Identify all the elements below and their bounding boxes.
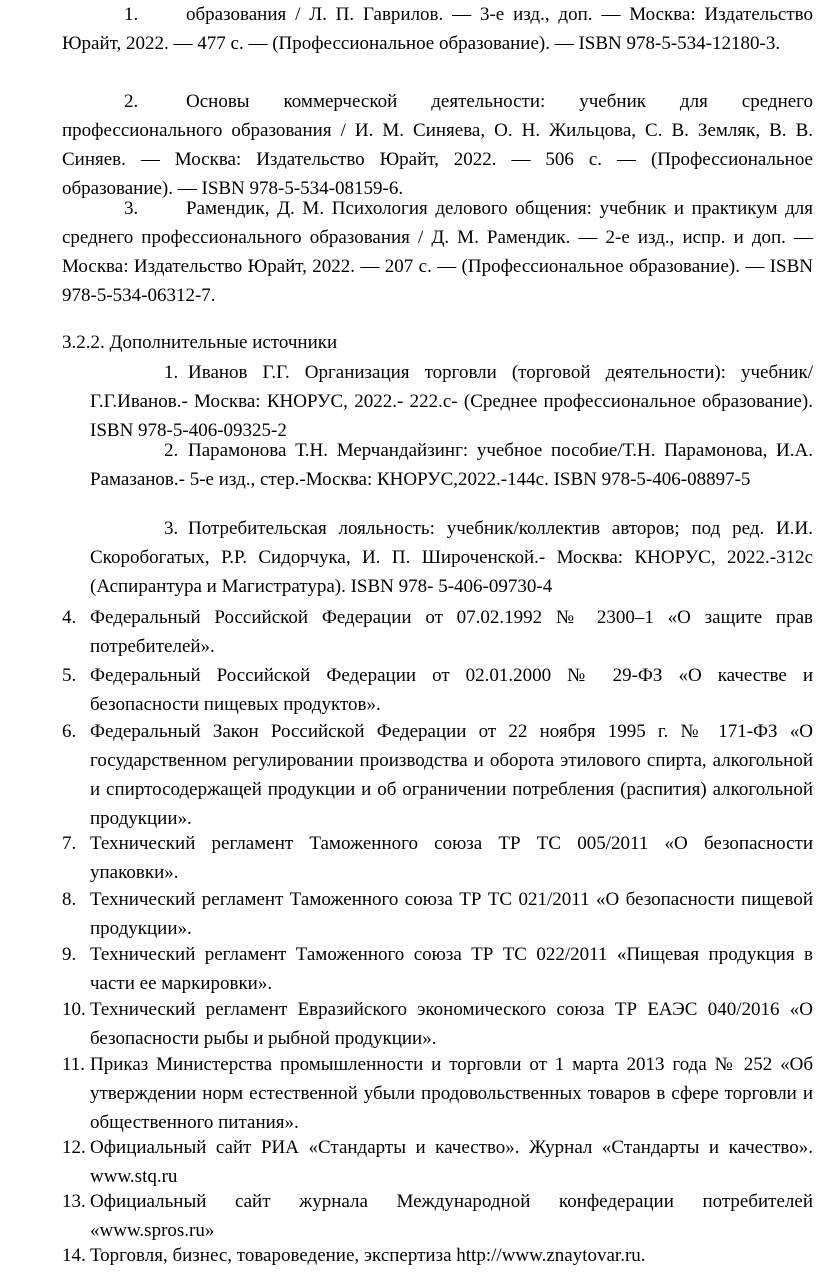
item-text: Торговля, бизнес, товароведение, экспертиза http://www.znaytovar.ru. [90, 1245, 646, 1266]
item-text: Рамендик, Д. М. Психология делового общения: учебник и практикум для среднего профессионального образования / Д. М. Рамендик. — 2-е изд., испр. и доп. — Москва: Издательство Юрайт, 2022. — 207 с. — (Профессиональное образование). — ISBN 978-5-534-06312-7. [62, 198, 813, 306]
item-text: Технический регламент Таможенного союза ТР ТС 005/2011 «О безопасности упаковки». [90, 833, 813, 883]
item-text: образования / Л. П. Гаврилов. — 3-е изд., доп. — Москва: Издательство Юрайт, 2022. — 477 с. — (Профессиональное образование). — ISBN 978-5-534-12180-3. [62, 4, 813, 54]
item-text: Потребительская лояльность: учебник/коллектив авторов; под ред. И.И. Скоробогатых, Р.Р. Сидорчука, И. П. Широченской.- Москва: КНОРУС, 2022.-312с (Аспирантура и Магистратура). ISBN 978- 5-406-09730-4 [90, 518, 813, 597]
additional-source-item [90, 436, 813, 494]
item-text: Официальный сайт РИА «Стандарты и качество». Журнал «Стандарты и качество». www.stq.ru [90, 1137, 813, 1187]
item-text: Федеральный Российской Федерации от 02.01.2000 № 29-ФЗ «О качестве и безопасности пищевых продуктов». [90, 665, 813, 715]
regulatory-source-item [62, 603, 813, 661]
additional-source-item [90, 514, 813, 601]
item-number: 8. [62, 889, 77, 910]
item-number: 6. [62, 721, 77, 742]
regulatory-source-item [62, 940, 813, 998]
main-source-item [62, 87, 813, 203]
item-text: Федеральный Закон Российской Федерации от 22 ноября 1995 г. № 171-ФЗ «О государственном регулировании производства и оборота этилового спирта, алкогольной и спиртосодержащей продукции и об ограничении потребления (распития) алкогольной продукции». [90, 721, 813, 829]
item-number: 7. [62, 833, 77, 854]
item-text: Иванов Г.Г. Организация торговли (торговой деятельности): учебник/Г.Г.Иванов.- Москва: КНОРУС, 2022.- 222.с- (Среднее профессиональное образование). ISBN 978-5-406-09325-2 [90, 362, 813, 441]
regulatory-source-item [62, 717, 813, 833]
item-text: Основы коммерческой деятельности: учебник для среднего профессионального образования / И. М. Синяева, О. Н. Жильцова, С. В. Земляк, В. В. Синяев. — Москва: Издательство Юрайт, 2022. — 506 с. — (Профессиональное образование). — ISBN 978-5-534-08159-6. [62, 91, 813, 199]
regulatory-source-item [62, 885, 813, 943]
item-text: Технический регламент Таможенного союза ТР ТС 022/2011 «Пищевая продукция в части ее маркировки». [90, 944, 813, 994]
regulatory-source-item [62, 1133, 813, 1191]
item-number: 1. [164, 362, 179, 383]
regulatory-source-item [62, 1187, 813, 1245]
item-text: Технический регламент Таможенного союза ТР ТС 021/2011 «О безопасности пищевой продукции». [90, 889, 813, 939]
item-text: Технический регламент Евразийского экономического союза ТР ЕАЭС 040/2016 «О безопасности рыбы и рыбной продукции». [90, 999, 813, 1049]
regulatory-source-item [62, 661, 813, 719]
item-text: Официальный сайт журнала Международной конфедерации потребителей «www.spros.ru» [90, 1191, 813, 1241]
item-number: 4. [62, 607, 77, 628]
item-number: 10. [62, 999, 86, 1020]
item-number: 2. [124, 91, 139, 112]
item-number: 13. [62, 1191, 86, 1212]
item-text: Федеральный Российской Федерации от 07.02.1992 № 2300–1 «О защите прав потребителей». [90, 607, 813, 657]
item-number: 3. [124, 198, 139, 219]
additional-source-item [90, 358, 813, 445]
regulatory-source-item [62, 1050, 813, 1137]
item-number: 5. [62, 665, 77, 686]
item-number: 1. [124, 4, 139, 25]
item-number: 12. [62, 1137, 86, 1158]
main-source-item [62, 194, 813, 310]
regulatory-source-item [62, 1241, 813, 1270]
item-text: Парамонова Т.Н. Мерчандайзинг: учебное пособие/Т.Н. Парамонова, И.А. Рамазанов.- 5-е изд., стер.-Москва: КНОРУС,2022.-144с. ISBN 978-5-406-08897-5 [90, 440, 813, 490]
item-number: 3. [164, 518, 179, 539]
item-number: 11. [62, 1054, 86, 1075]
item-number: 14. [62, 1245, 86, 1266]
item-text: Приказ Министерства промышленности и торговли от 1 марта 2013 года № 252 «Об утверждении норм естественной убыли продовольственных товаров в сфере торговли и общественного питания». [90, 1054, 813, 1133]
item-number: 9. [62, 944, 77, 965]
item-number: 2. [164, 440, 179, 461]
regulatory-source-item [62, 995, 813, 1053]
regulatory-source-item [62, 829, 813, 887]
section-heading: 3.2.2. Дополнительные источники [62, 332, 338, 353]
main-source-item [62, 0, 813, 58]
